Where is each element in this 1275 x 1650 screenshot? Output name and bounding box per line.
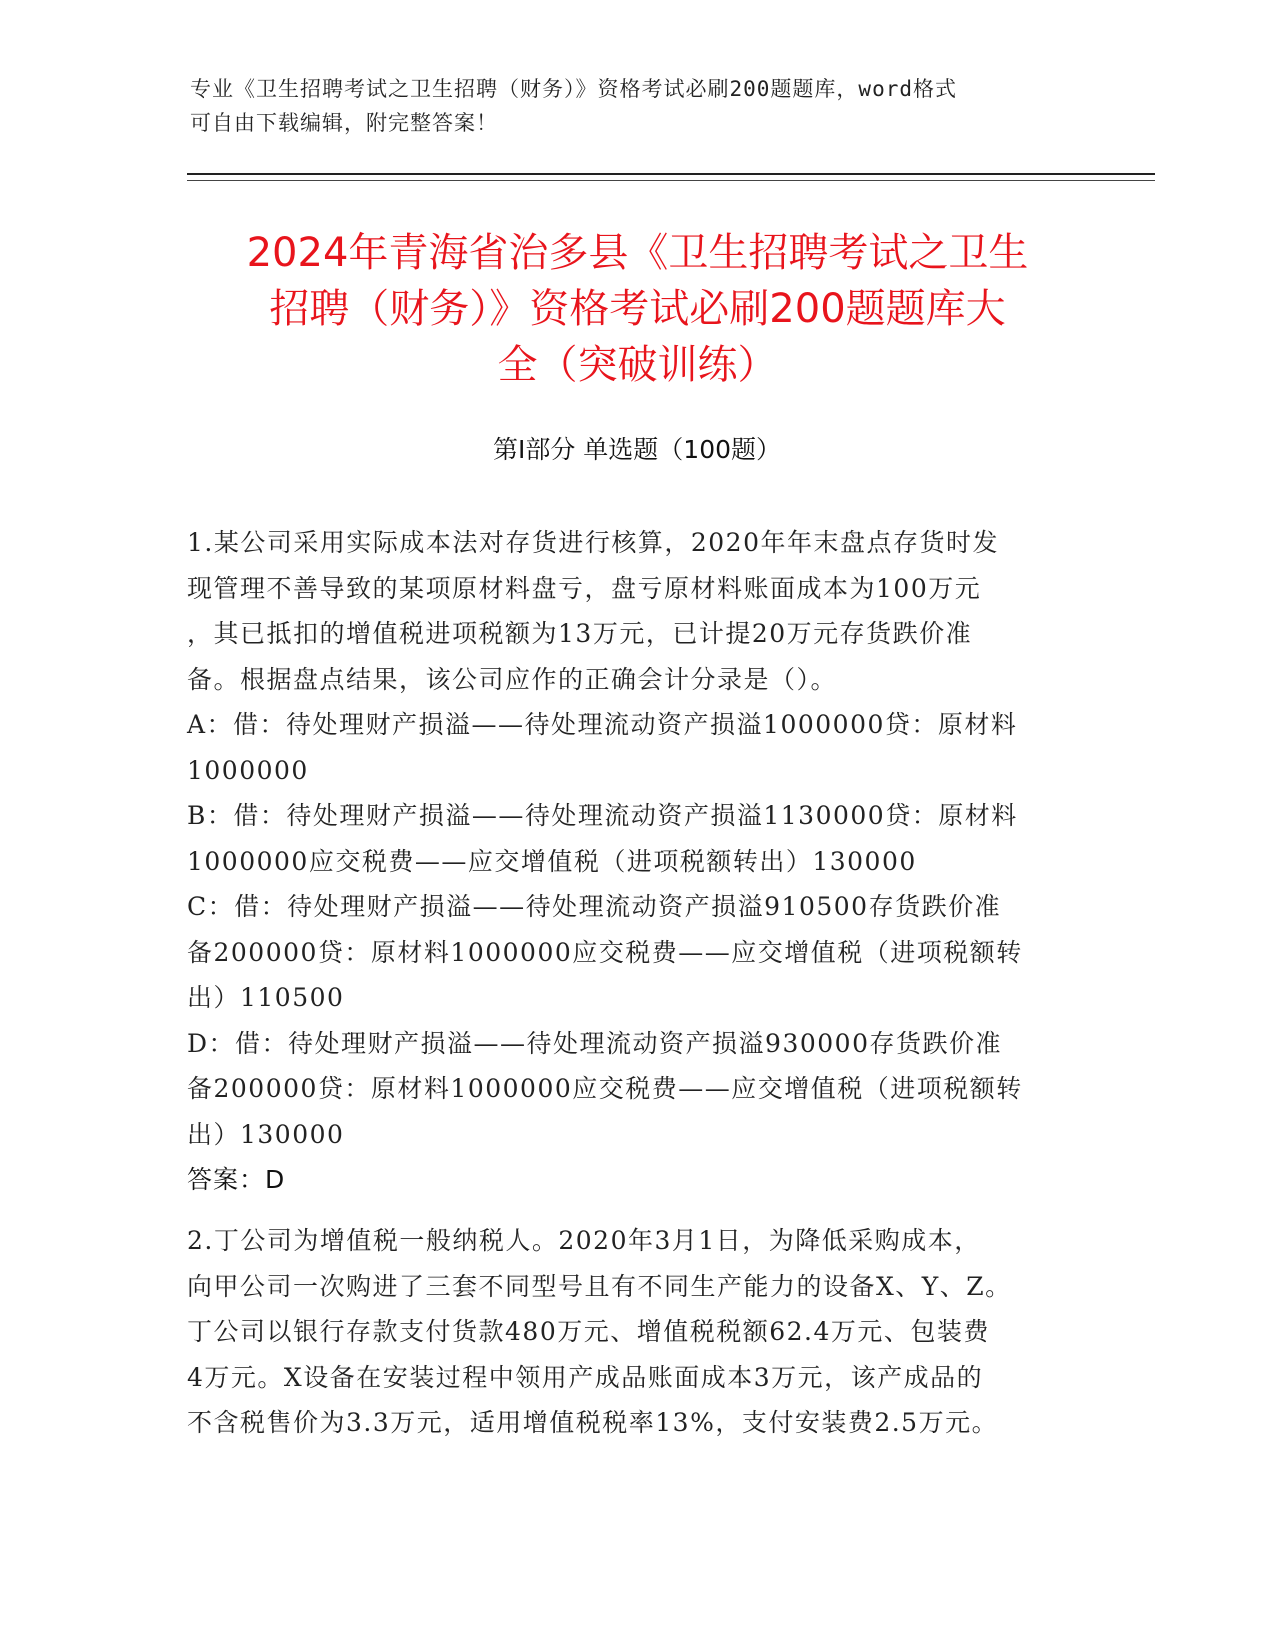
title-line: 全（突破训练）: [497, 342, 778, 388]
option-c-line: 备200000贷：原材料1000000应交税费——应交增值税（进项税额转: [187, 937, 1023, 967]
header-divider-thick: [187, 173, 1155, 175]
option-c-line: C：借：待处理财产损溢——待处理流动资产损溢910500存货跌价准: [187, 892, 1002, 921]
question-text-line: 1.某公司采用实际成本法对存货进行核算，2020年年末盘点存货时发: [187, 528, 999, 557]
title-line: 2024年青海省治多县《卫生招聘考试之卫生: [246, 230, 1029, 276]
section-heading: 第Ⅰ部分 单选题（100题）: [492, 435, 782, 464]
option-d-line: 备200000贷：原材料1000000应交税费——应交增值税（进项税额转: [187, 1074, 1023, 1103]
title-line: 招聘（财务）》资格考试必刷200题题库大: [269, 286, 1006, 332]
question-text-line: 不含税售价为3.3万元，适用增值税税率13%，支付安装费2.5万元。: [187, 1408, 999, 1437]
option-a-line: 1000000: [187, 755, 309, 785]
option-d-line: 出）130000: [187, 1119, 345, 1149]
question-text-line: 2.丁公司为增值税一般纳税人。2020年3月1日，为降低采购成本，: [187, 1226, 981, 1255]
question-text-line: ，其已抵扣的增值税进项税额为13万元，已计提20万元存货跌价准: [187, 619, 973, 648]
option-b-line: B：借：待处理财产损溢——待处理流动资产损溢1130000贷：原材料: [187, 801, 1018, 830]
option-b-line: 1000000应交税费——应交增值税（进项税额转出）130000: [187, 846, 917, 876]
question-text-line: 现管理不善导致的某项原材料盘亏，盘亏原材料账面成本为100万元: [187, 573, 982, 603]
question-text-line: 向甲公司一次购进了三套不同型号且有不同生产能力的设备X、Y、Z。: [187, 1271, 1012, 1301]
header-note: [190, 72, 1070, 140]
document-title: [150, 225, 1125, 393]
question-text-line: 备。根据盘点结果，该公司应作的正确会计分录是（）。: [187, 664, 838, 694]
question-1: [187, 520, 1077, 1203]
option-a-line: A：借：待处理财产损溢——待处理流动资产损溢1000000贷：原材料: [187, 710, 1018, 739]
question-text-line: 4万元。X设备在安装过程中领用产成品账面成本3万元，该产成品的: [187, 1362, 984, 1392]
header-note-line: 可自由下载编辑，附完整答案！: [190, 111, 498, 135]
option-d-line: D：借：待处理财产损溢——待处理流动资产损溢930000存货跌价准: [187, 1028, 1002, 1058]
question-text-line: 丁公司以银行存款支付货款480万元、增值税税额62.4万元、包装费: [187, 1317, 990, 1346]
option-c-line: 出）110500: [187, 983, 345, 1012]
question-2: [187, 1218, 1077, 1446]
answer-text: 答案：D: [187, 1165, 286, 1194]
header-note-line: 专业《卫生招聘考试之卫生招聘（财务）》资格考试必刷200题题库，word格式: [190, 77, 957, 101]
header-divider-thin: [187, 180, 1155, 181]
